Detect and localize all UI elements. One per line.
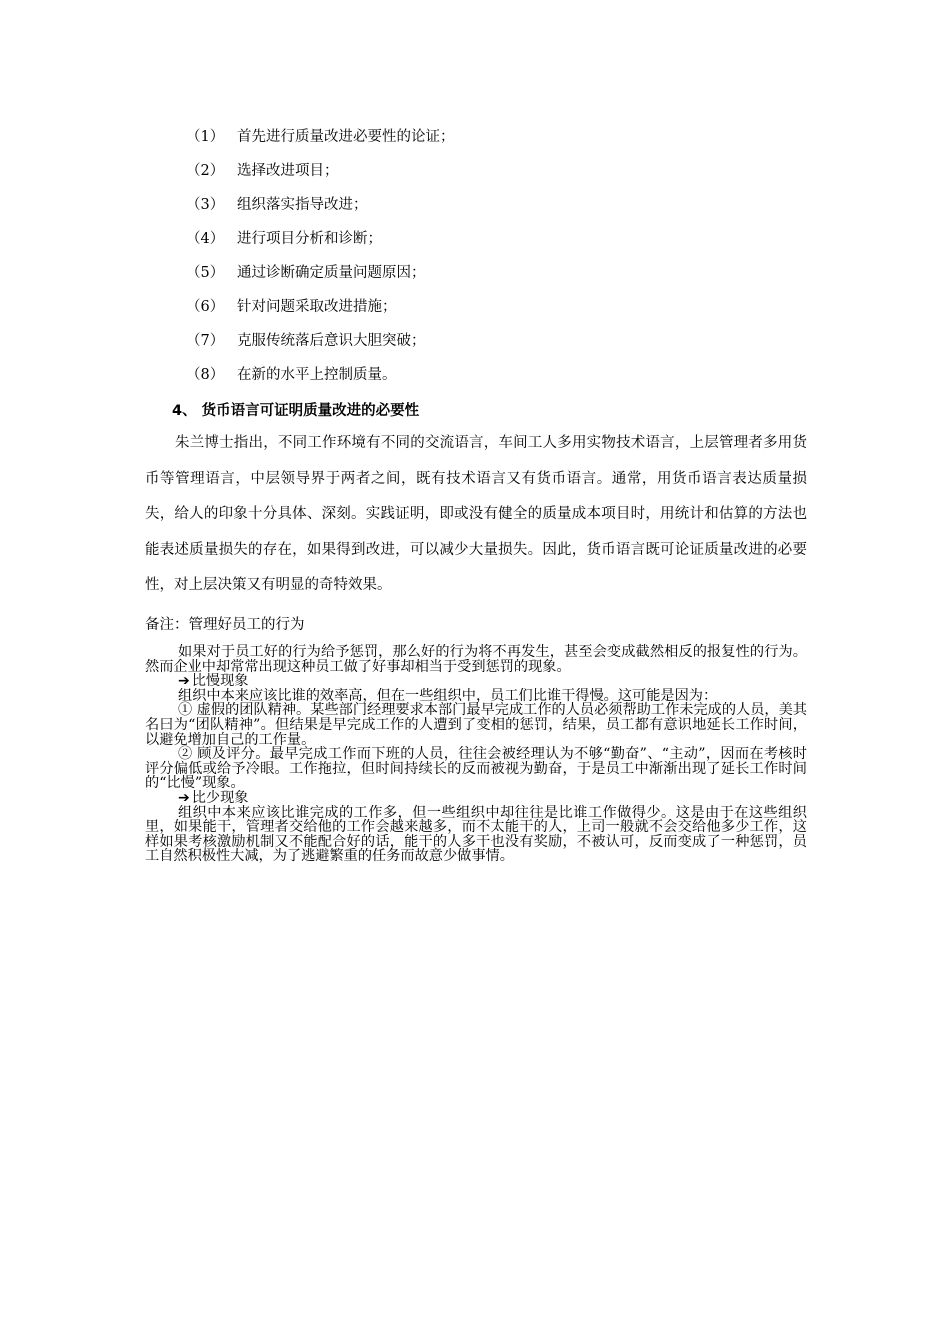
step-number: （2） (186, 163, 225, 179)
list-item (186, 330, 826, 364)
step-number: （7） (186, 333, 225, 349)
step-number: （8） (186, 367, 225, 383)
list-item (186, 364, 826, 398)
arrow-right-icon: ➔ (178, 789, 190, 806)
slow-phenomenon-point-1: ① 虚假的团队精神。某些部门经理要求本部门最早完成工作的人员必须帮助工作未完成的人员，美其名曰为“团队精神”。但结果是早完成工作的人遭到了变相的惩罚，结果，员工都有意识地延长工作时间，以避免增加自己的工作量。 (145, 702, 807, 748)
slow-phenomenon-heading (145, 674, 807, 689)
step-number: （4） (186, 231, 225, 247)
list-item (186, 194, 826, 228)
arrow-right-icon: ➔ (178, 673, 190, 690)
section-paragraph: 朱兰博士指出，不同工作环境有不同的交流语言，车间工人多用实物技术语言，上层管理者多用货币等管理语言，中层领导界于两者之间，既有技术语言又有货币语言。通常，用货币语言表达质量损失，给人的印象十分具体、深刻。实践证明，即或没有健全的质量成本项目时，用统计和估算的方法也能表述质量损失的存在，如果得到改进，可以减少大量损失。因此，货币语言既可论证质量改进的必要性，对上层决策又有明显的奇特效果。 (145, 435, 807, 593)
note-body (145, 645, 807, 864)
list-item (186, 160, 826, 194)
slow-phenomenon-point-2: ② 顾及评分。最早完成工作而下班的人员，往往会被经理认为不够“勤奋”、“主动”，因而在考核时评分偏低或给予冷眼。工作拖拉，但时间持续长的反而被视为勤奋，于是员工中渐渐出现了延长工作时间的“比慢”现象。 (145, 746, 807, 792)
step-text: 克服传统落后意识大胆突破； (237, 333, 426, 349)
step-text: 进行项目分析和诊断； (237, 231, 382, 247)
note-title: 备注：管理好员工的行为 (145, 617, 305, 633)
note-intro: 如果对于员工好的行为给予惩罚，那么好的行为将不再发生，甚至会变成截然相反的报复性的行为。然而企业中却常常出现这种员工做了好事却相当于受到惩罚的现象。 (145, 644, 807, 675)
step-text: 组织落实指导改进； (237, 197, 368, 213)
step-text: 在新的水平上控制质量。 (237, 367, 397, 383)
less-phenomenon-heading (145, 791, 807, 806)
list-item (186, 228, 826, 262)
step-number: （1） (186, 129, 225, 145)
improvement-steps-list (186, 126, 826, 398)
step-text: 首先进行质量改进必要性的论证； (237, 129, 455, 145)
slow-phenomenon-title: 比慢现象 (191, 673, 249, 690)
list-item (186, 126, 826, 160)
list-item (186, 296, 826, 330)
section-heading: 4、 货币语言可证明质量改进的必要性 (172, 403, 420, 419)
less-phenomenon-title: 比少现象 (191, 789, 249, 806)
step-number: （3） (186, 197, 225, 213)
step-text: 通过诊断确定质量问题原因； (237, 265, 426, 281)
step-text: 选择改进项目； (237, 163, 339, 179)
less-phenomenon-body: 组织中本来应该比谁完成的工作多，但一些组织中却往往是比谁工作做得少。这是由于在这些组织里，如果能干，管理者交给他的工作会越来越多，而不太能干的人，上司一般就不会交给他多少工作，这样如果考核激励机制又不能配合好的话，能干的人多干也没有奖励，不被认可，反而变成了一种惩罚，员工自然积极性大减，为了逃避繁重的任务而故意少做事情。 (145, 804, 807, 865)
step-text: 针对问题采取改进措施； (237, 299, 397, 315)
step-number: （5） (186, 265, 225, 281)
list-item (186, 262, 826, 296)
slow-phenomenon-lead: 组织中本来应该比谁的效率高，但在一些组织中，员工们比谁干得慢。这可能是因为： (178, 687, 718, 704)
step-number: （6） (186, 299, 225, 315)
